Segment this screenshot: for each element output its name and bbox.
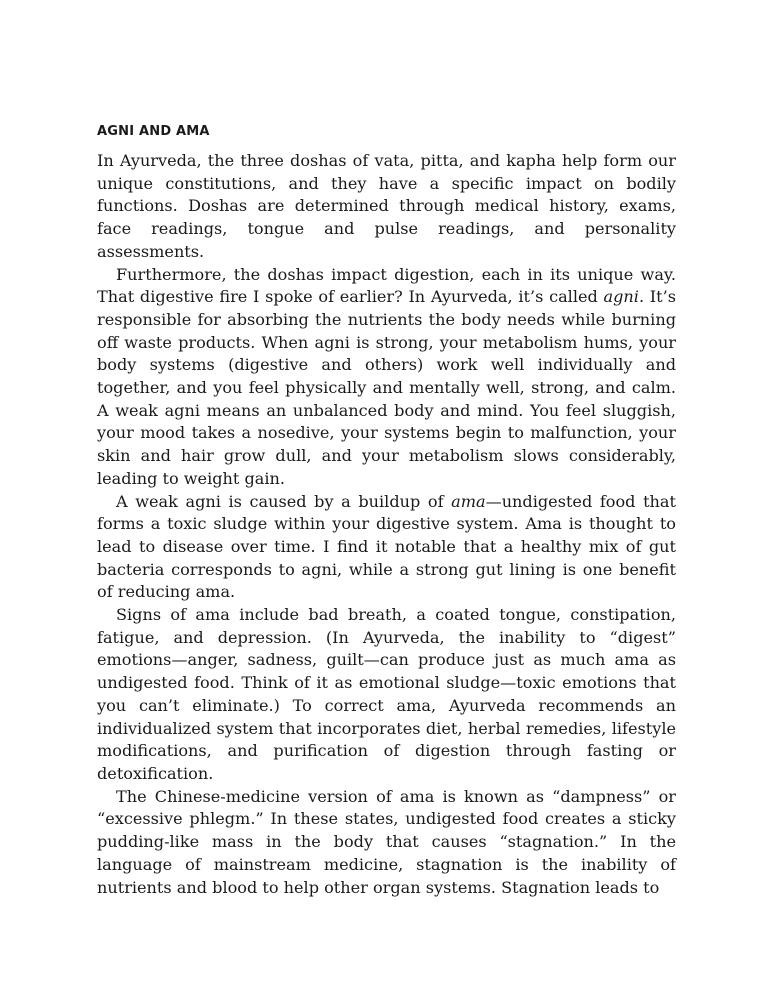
term-ama: ama xyxy=(451,491,486,511)
paragraph-2-text-start: Furthermore, the doshas impact digestion, each in its unique way. That digestive fire I spoke of earlier? In Ayurveda, it’s called xyxy=(97,264,676,307)
book-page xyxy=(97,118,676,899)
term-agni: agni. xyxy=(603,287,645,307)
paragraph-3 xyxy=(97,491,676,605)
paragraph-3-text-start: A weak agni is caused by a buildup of xyxy=(116,491,452,511)
section-heading: AGNI AND AMA xyxy=(97,124,210,139)
paragraph-2 xyxy=(97,264,676,491)
paragraph-4: Signs of ama include bad breath, a coated tongue, constipation, fatigue, and depression. (In Ayurveda, the inability to “digest” emotions—anger, sadness, guilt—can produce just as much ama as undigested food. Think of it as emotional sludge—toxic emotions that you can’t eliminate.) To correct ama, Ayurveda recommends an individualized system that incorporates diet, herbal remedies, lifestyle modifications, and purification of digestion through fasting or detoxification. xyxy=(97,605,676,783)
paragraph-2-text-end: It’s responsible for absorbing the nutrients the body needs while burning off waste products. When agni is strong, your metabolism hums, your body systems (digestive and others) work well individually and together, and you feel physically and mentally well, strong, and calm. A weak agni means an unbalanced body and mind. You feel sluggish, your mood takes a nosedive, your systems begin to malfunction, your skin and hair grow dull, and your metabolism slows considerably, leading to weight gain. xyxy=(97,287,676,488)
paragraph-1: In Ayurveda, the three doshas of vata, pitta, and kapha help form our unique constitutions, and they have a specific impact on bodily functions. Doshas are determined through medical history, exams, face readings, tongue and pulse readings, and personality assessments. xyxy=(97,151,676,261)
paragraph-3-text-end: —undigested food that forms a toxic sludge within your digestive system. Ama is thought to lead to disease over time. I find it notable that a healthy mix of gut bacteria corresponds to agni, while a strong gut lining is one benefit of reducing ama. xyxy=(97,491,676,602)
paragraph-5: The Chinese-medicine version of ama is known as “dampness” or “excessive phlegm.” In these states, undigested food creates a sticky pudding-like mass in the body that causes “stagnation.” In the language of mainstream medicine, stagnation is the inability of nutrients and blood to help other organ systems. Stagnation leads to xyxy=(97,786,676,897)
